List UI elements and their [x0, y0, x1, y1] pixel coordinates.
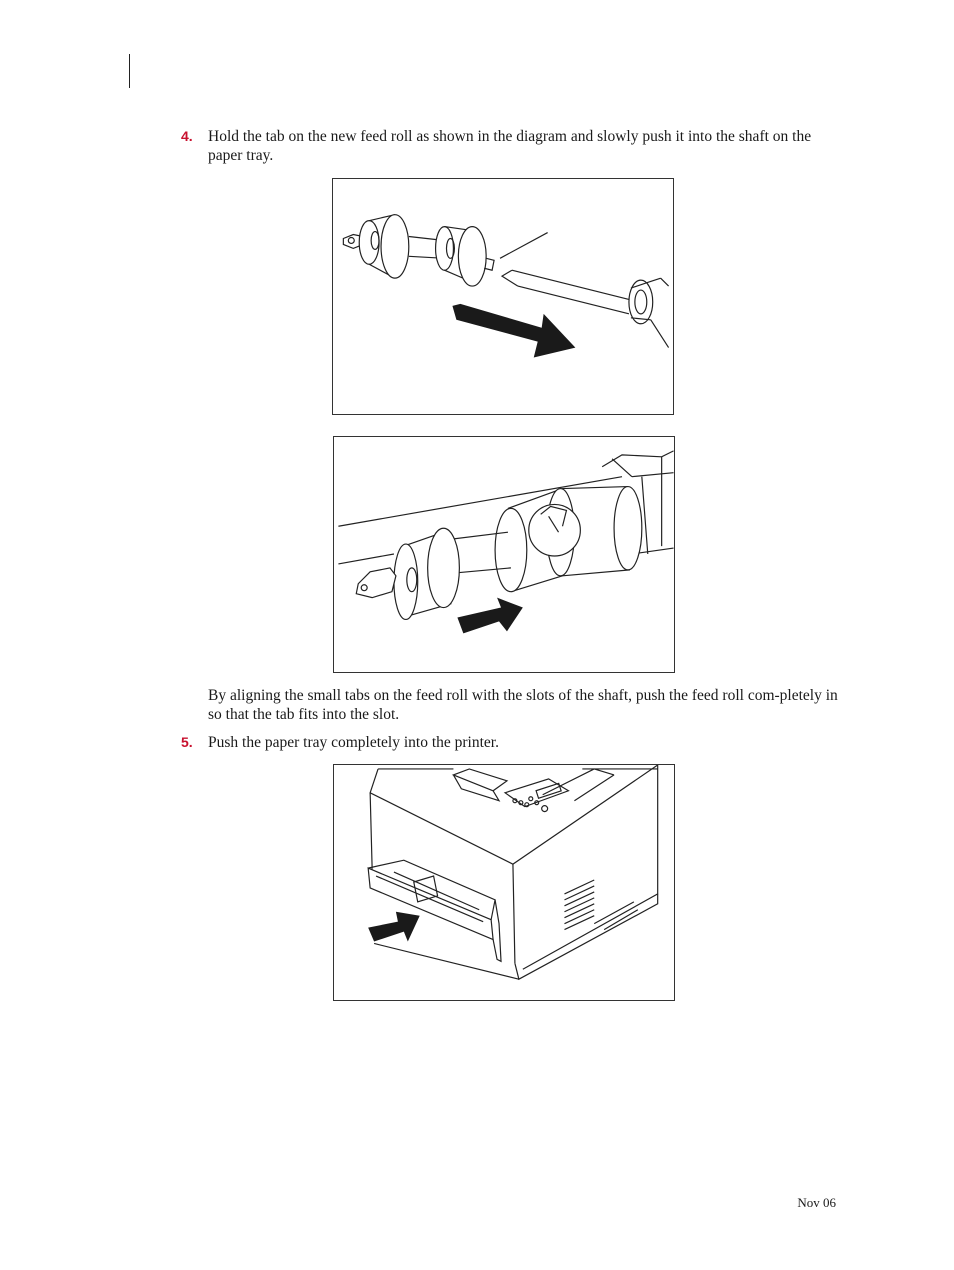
figure-feed-roll-insert	[332, 178, 674, 415]
step-number: 4.	[181, 128, 193, 144]
printer-tray-insert-illustration	[334, 765, 674, 1000]
figure-feed-roll-seated	[333, 436, 675, 673]
margin-change-bar	[129, 54, 130, 88]
step-text: Hold the tab on the new feed roll as shown in the diagram and slowly push it into the shaft on the paper tray.	[208, 128, 812, 164]
step-5	[181, 733, 841, 752]
alignment-note: By aligning the small tabs on the feed roll with the slots of the shaft, push the feed roll com-pletely in so that the tab fits into the slot.	[208, 687, 838, 723]
figure-printer-tray-insert	[333, 764, 675, 1001]
step-text: Push the paper tray completely into the printer.	[208, 734, 499, 751]
step-number: 5.	[181, 734, 193, 750]
step-4	[181, 127, 841, 165]
footer-date: Nov 06	[797, 1195, 836, 1210]
feed-roll-seated-illustration	[334, 437, 674, 672]
feed-roll-insert-illustration	[333, 179, 673, 414]
